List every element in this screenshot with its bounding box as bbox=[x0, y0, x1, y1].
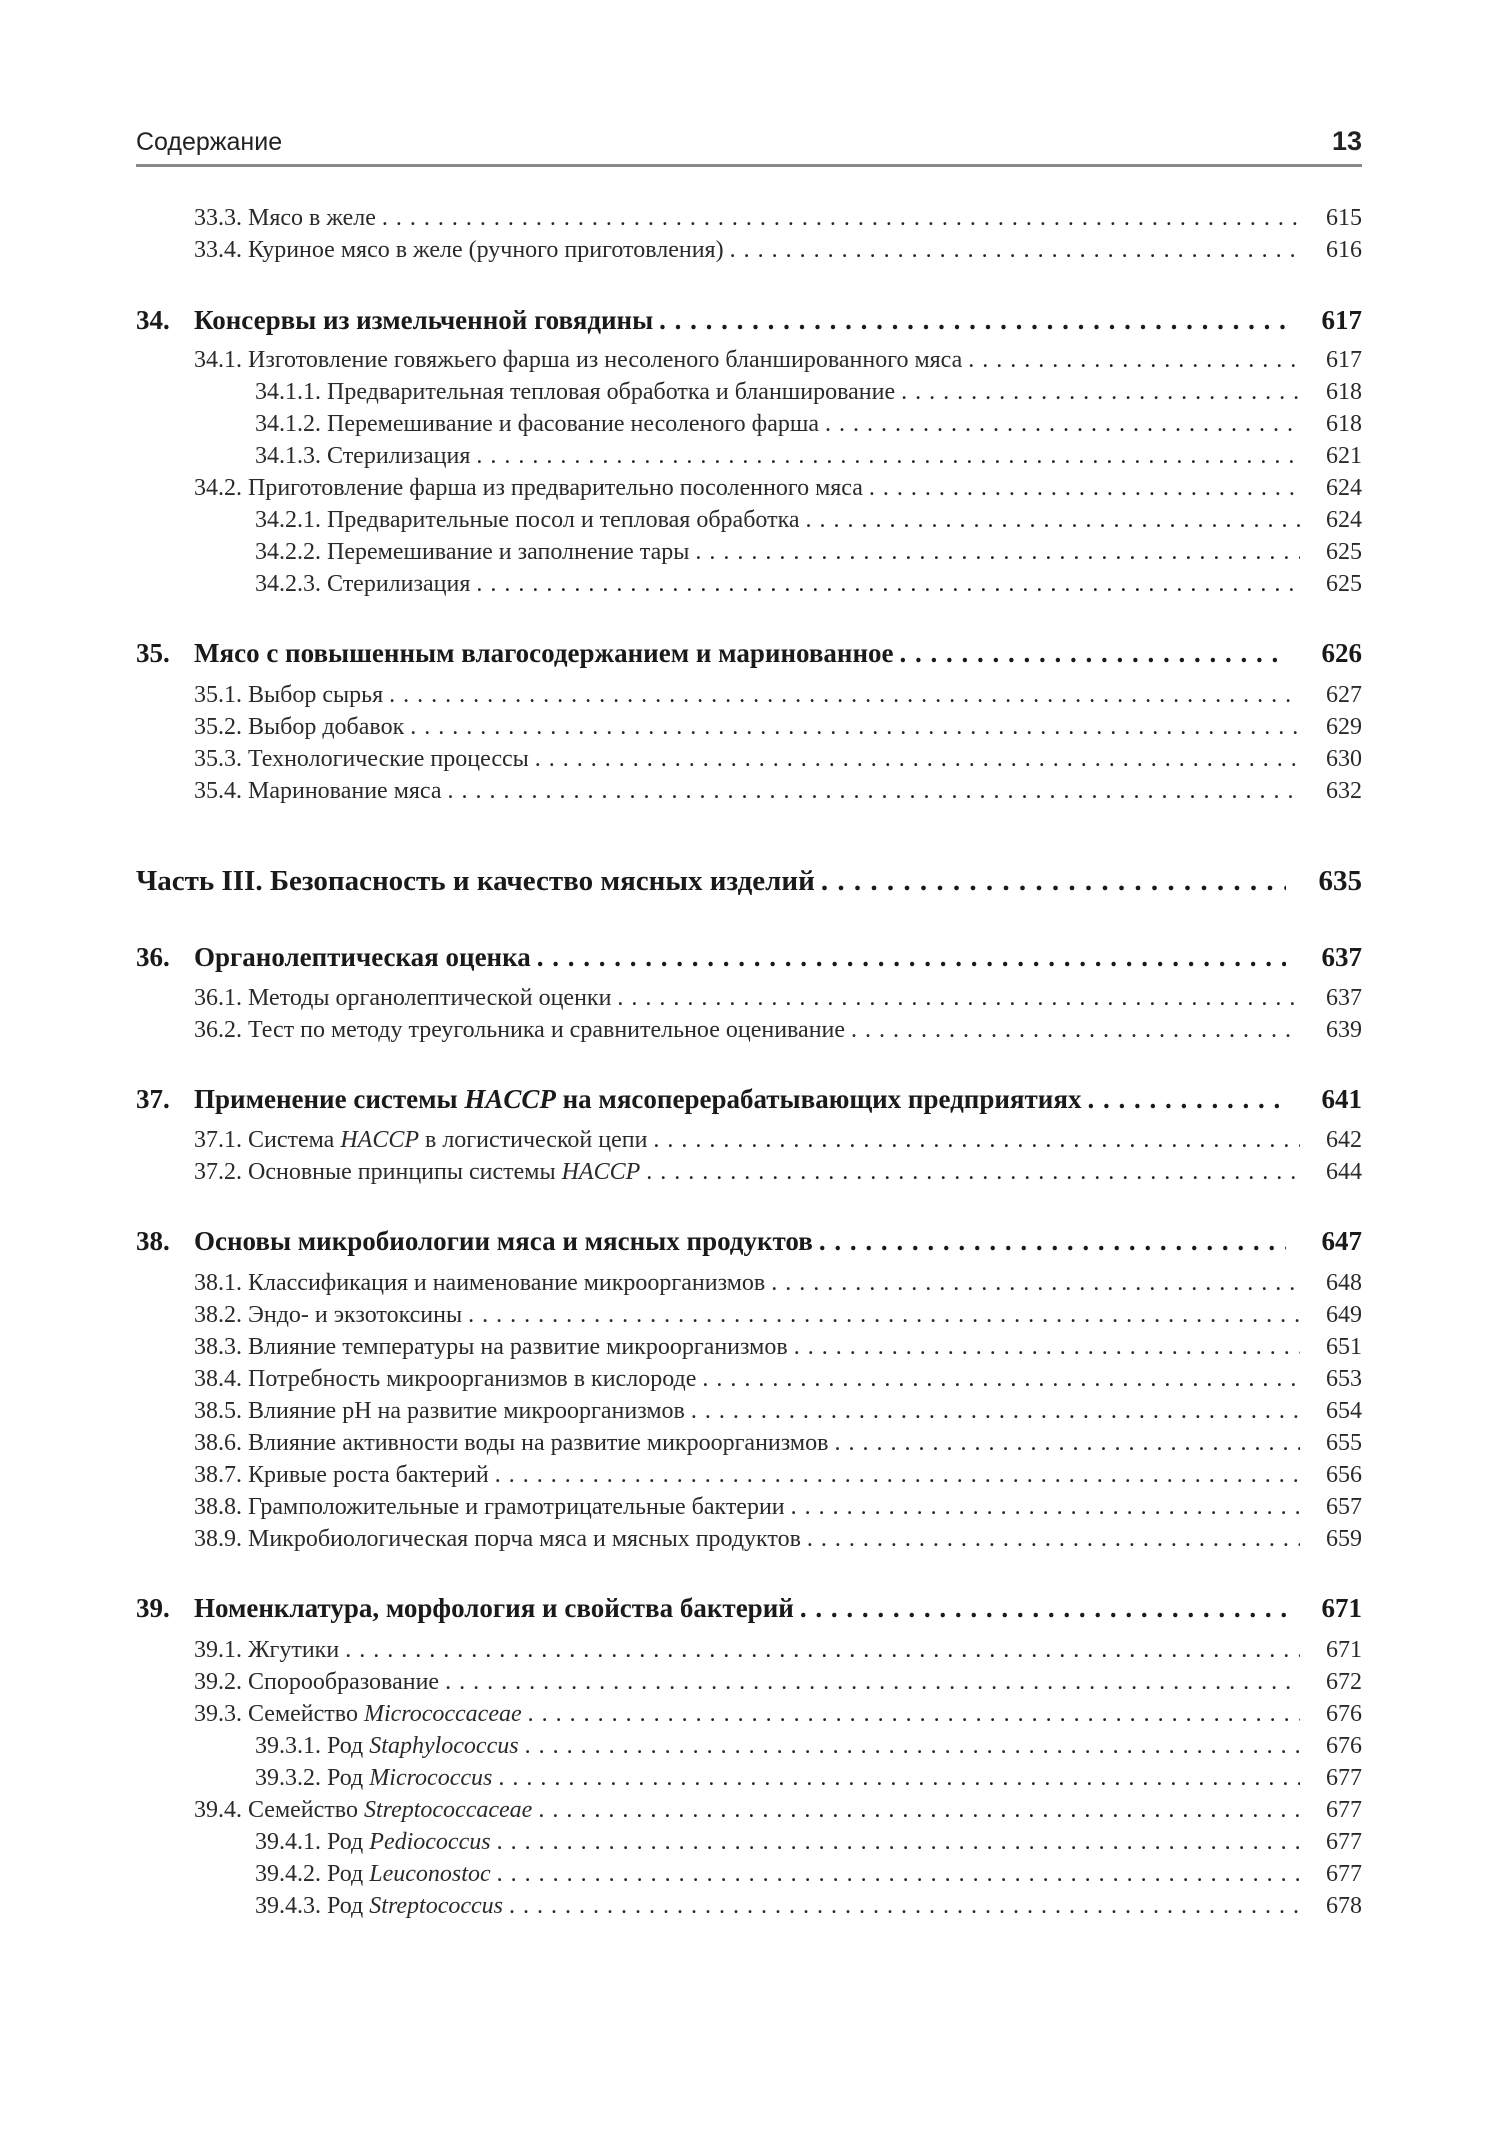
dot-leader bbox=[695, 539, 1300, 566]
toc-entry-number: 35.2. bbox=[194, 714, 242, 740]
toc-entry-sec[interactable] bbox=[136, 1701, 1362, 1728]
toc-entry-number: 38.8. bbox=[194, 1494, 242, 1520]
toc-entry-sub[interactable] bbox=[136, 539, 1362, 566]
toc-entry-number: 34.2.3. bbox=[255, 571, 321, 597]
toc-entry-sec[interactable] bbox=[136, 1159, 1362, 1186]
toc-entry-sec[interactable] bbox=[136, 1797, 1362, 1824]
dot-leader bbox=[900, 638, 1286, 669]
dot-leader bbox=[968, 347, 1300, 374]
header-rule bbox=[136, 164, 1362, 167]
toc-entry-ch[interactable] bbox=[136, 1593, 1362, 1624]
toc-entry-sec[interactable] bbox=[136, 746, 1362, 773]
toc-entry-page: 621 bbox=[1326, 443, 1362, 469]
toc-entry-page: 625 bbox=[1326, 539, 1362, 565]
dot-leader bbox=[821, 865, 1286, 898]
toc-entry-number: 37. bbox=[136, 1084, 170, 1114]
toc-entry-title: 39.3. Семейство Micrococcaceae bbox=[194, 1701, 522, 1727]
toc-entry-page: 639 bbox=[1326, 1017, 1362, 1043]
toc-entry-number: 38.1. bbox=[194, 1270, 242, 1296]
toc-entry-title: 36. Органолептическая оценка bbox=[136, 942, 531, 972]
toc-entry-sec[interactable] bbox=[136, 1302, 1362, 1329]
toc-entry-ch[interactable] bbox=[136, 638, 1362, 669]
toc-entry-sec[interactable] bbox=[136, 1017, 1362, 1044]
toc-entry-title: 35.3. Технологические процессы bbox=[194, 746, 529, 772]
toc-entry-page: 617 bbox=[1321, 305, 1362, 335]
dot-leader bbox=[771, 1270, 1300, 1297]
toc-entry-title: 38.2. Эндо- и экзотоксины bbox=[194, 1302, 463, 1328]
toc-entry-page: 615 bbox=[1326, 205, 1362, 231]
toc-entry-page: 624 bbox=[1326, 475, 1362, 501]
running-header bbox=[136, 124, 1362, 164]
dot-leader bbox=[659, 305, 1286, 336]
toc-entry-page: 644 bbox=[1326, 1159, 1362, 1185]
toc-entry-page: 642 bbox=[1326, 1127, 1362, 1153]
toc-entry-title: 37.1. Система HACCP в логистической цепи bbox=[194, 1127, 648, 1153]
toc-entry-title: 36.1. Методы органолептической оценки bbox=[194, 985, 612, 1011]
toc-entry-sec[interactable] bbox=[136, 682, 1362, 709]
toc-entry-page: 676 bbox=[1326, 1733, 1362, 1759]
toc-entry-sec[interactable] bbox=[136, 1462, 1362, 1489]
toc-entry-number: 39.3. bbox=[194, 1701, 242, 1727]
toc-entry-sec[interactable] bbox=[136, 1430, 1362, 1457]
toc-entry-number: 38.2. bbox=[194, 1302, 242, 1328]
toc-entry-title: 38.1. Классификация и наименование микроорганизмов bbox=[194, 1270, 766, 1296]
toc-entry-sec[interactable] bbox=[136, 347, 1362, 374]
toc-entry-page: 629 bbox=[1326, 714, 1362, 740]
toc-entry-number: Часть III. bbox=[136, 865, 263, 897]
dot-leader bbox=[498, 1765, 1300, 1792]
toc-entry-number: 34.1.3. bbox=[255, 443, 321, 469]
toc-entry-page: 677 bbox=[1326, 1829, 1362, 1855]
toc-entry-number: 34.2. bbox=[194, 475, 242, 501]
toc-entry-number: 38.3. bbox=[194, 1334, 242, 1360]
dot-leader bbox=[807, 1526, 1300, 1553]
toc-entry-title: 39.4.3. Род Streptococcus bbox=[255, 1893, 504, 1919]
dot-leader bbox=[476, 571, 1300, 598]
dot-leader bbox=[537, 942, 1286, 973]
toc-entry-page: 656 bbox=[1326, 1462, 1362, 1488]
toc-entry-sec[interactable] bbox=[136, 1494, 1362, 1521]
toc-entry-number: 34.2.1. bbox=[255, 507, 321, 533]
toc-entry-page: 677 bbox=[1326, 1861, 1362, 1887]
toc-entry-title: 34.2.3. Стерилизация bbox=[255, 571, 471, 597]
toc-entry-title: 38.9. Микробиологическая порча мяса и мясных продуктов bbox=[194, 1526, 801, 1552]
dot-leader bbox=[800, 1593, 1286, 1624]
toc-entry-sec[interactable] bbox=[136, 985, 1362, 1012]
toc-entry-sub[interactable] bbox=[136, 1829, 1362, 1856]
toc-entry-title: 34.2. Приготовление фарша из предварительно посоленного мяса bbox=[194, 475, 863, 501]
toc-entry-sub[interactable] bbox=[136, 571, 1362, 598]
toc-entry-title: 35. Мясо с повышенным влагосодержанием и маринованное bbox=[136, 638, 894, 668]
dot-leader bbox=[382, 205, 1300, 232]
toc-entry-number: 37.1. bbox=[194, 1127, 242, 1153]
toc-entry-sec[interactable] bbox=[136, 1270, 1362, 1297]
dot-leader bbox=[528, 1701, 1300, 1728]
dot-leader bbox=[806, 507, 1300, 534]
toc-entry-ch[interactable] bbox=[136, 1226, 1362, 1257]
toc-entry-number: 38. bbox=[136, 1226, 170, 1256]
toc-entry-sec[interactable] bbox=[136, 205, 1362, 232]
toc-entry-sec[interactable] bbox=[136, 475, 1362, 502]
toc-entry-number: 34.2.2. bbox=[255, 539, 321, 565]
toc-entry-title: 38.6. Влияние активности воды на развитие микроорганизмов bbox=[194, 1430, 829, 1456]
toc-entry-page: 671 bbox=[1326, 1637, 1362, 1663]
toc-entry-title: 39.3.2. Род Micrococcus bbox=[255, 1765, 493, 1791]
dot-leader bbox=[495, 1462, 1300, 1489]
toc-entry-number: 39.4.2. bbox=[255, 1861, 321, 1887]
dot-leader bbox=[646, 1159, 1300, 1186]
dot-leader bbox=[525, 1733, 1300, 1760]
toc-entry-sec[interactable] bbox=[136, 1127, 1362, 1154]
toc-entry-sub[interactable] bbox=[136, 1765, 1362, 1792]
dot-leader bbox=[851, 1017, 1300, 1044]
toc-entry-title: 33.4. Куриное мясо в желе (ручного приготовления) bbox=[194, 237, 724, 263]
toc-entry-title: 34.2.2. Перемешивание и заполнение тары bbox=[255, 539, 690, 565]
toc-entry-page: 635 bbox=[1318, 865, 1362, 897]
dot-leader bbox=[448, 778, 1300, 805]
toc-entry-number: 34. bbox=[136, 305, 170, 335]
toc-entry-number: 39.3.2. bbox=[255, 1765, 321, 1791]
dot-leader bbox=[702, 1366, 1300, 1393]
toc-entry-title: 37. Применение системы HACCP на мясоперерабатывающих предприятиях bbox=[136, 1084, 1082, 1114]
toc-entry-number: 39. bbox=[136, 1593, 170, 1623]
toc-entry-page: 671 bbox=[1321, 1593, 1362, 1623]
dot-leader bbox=[509, 1893, 1300, 1920]
toc-entry-title: 39.4. Семейство Streptococcaceae bbox=[194, 1797, 533, 1823]
toc-entry-sec[interactable] bbox=[136, 778, 1362, 805]
toc-entry-number: 38.4. bbox=[194, 1366, 242, 1392]
toc-entry-title: 38.3. Влияние температуры на развитие микроорганизмов bbox=[194, 1334, 788, 1360]
toc-entry-page: 659 bbox=[1326, 1526, 1362, 1552]
toc-entry-title: 35.4. Маринование мяса bbox=[194, 778, 442, 804]
toc-entry-number: 33.4. bbox=[194, 237, 242, 263]
toc-entry-sec[interactable] bbox=[136, 1669, 1362, 1696]
toc-entry-number: 39.1. bbox=[194, 1637, 242, 1663]
toc-entry-sub[interactable] bbox=[136, 379, 1362, 406]
toc-entry-title: 37.2. Основные принципы системы HACCP bbox=[194, 1159, 641, 1185]
toc-entry-page: 648 bbox=[1326, 1270, 1362, 1296]
dot-leader bbox=[791, 1494, 1300, 1521]
toc-entry-number: 34.1.2. bbox=[255, 411, 321, 437]
toc-entry-page: 625 bbox=[1326, 571, 1362, 597]
toc-entry-sec[interactable] bbox=[136, 1398, 1362, 1425]
toc-entry-page: 641 bbox=[1321, 1084, 1362, 1114]
toc-entry-page: 649 bbox=[1326, 1302, 1362, 1328]
toc-entry-title: 38.5. Влияние pH на развитие микроорганизмов bbox=[194, 1398, 685, 1424]
toc-entry-sec[interactable] bbox=[136, 1637, 1362, 1664]
toc-entry-ch[interactable] bbox=[136, 942, 1362, 973]
toc-entry-number: 35.4. bbox=[194, 778, 242, 804]
toc-entry-sub[interactable] bbox=[136, 507, 1362, 534]
dot-leader bbox=[497, 1861, 1300, 1888]
toc-entry-title: 39.4.2. Род Leuconostoc bbox=[255, 1861, 491, 1887]
toc-entry-sec[interactable] bbox=[136, 1526, 1362, 1553]
toc-entry-page: 616 bbox=[1326, 237, 1362, 263]
toc-entry-page: 654 bbox=[1326, 1398, 1362, 1424]
toc-entry-title: 34.1. Изготовление говяжьего фарша из несоленого бланшированного мяса bbox=[194, 347, 963, 373]
dot-leader bbox=[825, 411, 1300, 438]
toc-entry-page: 672 bbox=[1326, 1669, 1362, 1695]
toc-entry-page: 624 bbox=[1326, 507, 1362, 533]
toc-entry-page: 626 bbox=[1321, 638, 1362, 668]
dot-leader bbox=[730, 237, 1300, 264]
toc-entry-number: 38.7. bbox=[194, 1462, 242, 1488]
toc-entry-number: 36.2. bbox=[194, 1017, 242, 1043]
toc-entry-title: 39.3.1. Род Staphylococcus bbox=[255, 1733, 519, 1759]
toc-entry-page: 651 bbox=[1326, 1334, 1362, 1360]
toc-entry-number: 39.4.3. bbox=[255, 1893, 321, 1919]
toc-entry-title: 38.8. Грамположительные и грамотрицательные бактерии bbox=[194, 1494, 785, 1520]
toc-entry-sub[interactable] bbox=[136, 1861, 1362, 1888]
toc-entry-title: 38.4. Потребность микроорганизмов в кислороде bbox=[194, 1366, 697, 1392]
dot-leader bbox=[869, 475, 1300, 502]
dot-leader bbox=[834, 1430, 1300, 1457]
toc-entry-title: 34. Консервы из измельченной говядины bbox=[136, 305, 654, 335]
toc-entry-page: 677 bbox=[1326, 1765, 1362, 1791]
toc-entry-page: 676 bbox=[1326, 1701, 1362, 1727]
toc-entry-number: 36. bbox=[136, 942, 170, 972]
dot-leader bbox=[497, 1829, 1300, 1856]
toc-entry-page: 630 bbox=[1326, 746, 1362, 772]
toc-entry-number: 39.3.1. bbox=[255, 1733, 321, 1759]
toc-entry-title: 34.1.3. Стерилизация bbox=[255, 443, 471, 469]
dot-leader bbox=[410, 714, 1300, 741]
dot-leader bbox=[819, 1226, 1286, 1257]
toc-entry-page: 677 bbox=[1326, 1797, 1362, 1823]
toc-entry-title: 34.2.1. Предварительные посол и тепловая обработка bbox=[255, 507, 800, 533]
dot-leader bbox=[653, 1127, 1300, 1154]
toc-entry-ch[interactable] bbox=[136, 305, 1362, 336]
toc-entry-sec[interactable] bbox=[136, 1334, 1362, 1361]
toc-entry-page: 618 bbox=[1326, 411, 1362, 437]
toc-entry-page: 637 bbox=[1321, 942, 1362, 972]
toc-entry-title: 35.1. Выбор сырья bbox=[194, 682, 384, 708]
toc-entry-page: 632 bbox=[1326, 778, 1362, 804]
toc-entry-title: 33.3. Мясо в желе bbox=[194, 205, 376, 231]
dot-leader bbox=[445, 1669, 1300, 1696]
toc-entry-page: 657 bbox=[1326, 1494, 1362, 1520]
toc-entry-title: 35.2. Выбор добавок bbox=[194, 714, 405, 740]
dot-leader bbox=[691, 1398, 1300, 1425]
toc-entry-title: 34.1.1. Предварительная тепловая обработка и бланширование bbox=[255, 379, 896, 405]
toc-entry-page: 618 bbox=[1326, 379, 1362, 405]
toc-entry-number: 39.4.1. bbox=[255, 1829, 321, 1855]
toc-entry-number: 34.1.1. bbox=[255, 379, 321, 405]
toc-entry-page: 617 bbox=[1326, 347, 1362, 373]
toc-entry-page: 637 bbox=[1326, 985, 1362, 1011]
dot-leader bbox=[476, 443, 1300, 470]
toc-entry-sub[interactable] bbox=[136, 1893, 1362, 1920]
toc-entry-title: 39.1. Жгутики bbox=[194, 1637, 340, 1663]
toc-entry-sub[interactable] bbox=[136, 443, 1362, 470]
toc-entry-sub[interactable] bbox=[136, 411, 1362, 438]
toc-entry-number: 38.5. bbox=[194, 1398, 242, 1424]
toc-entry-number: 38.9. bbox=[194, 1526, 242, 1552]
toc-entry-ch[interactable] bbox=[136, 1084, 1362, 1115]
toc-entry-number: 33.3. bbox=[194, 205, 242, 231]
toc-entry-number: 34.1. bbox=[194, 347, 242, 373]
dot-leader bbox=[345, 1637, 1300, 1664]
header-title: Содержание bbox=[136, 128, 283, 156]
toc-entry-title: 38.7. Кривые роста бактерий bbox=[194, 1462, 489, 1488]
dot-leader bbox=[1087, 1084, 1286, 1115]
toc-entry-page: 678 bbox=[1326, 1893, 1362, 1919]
dot-leader bbox=[794, 1334, 1300, 1361]
toc-entry-number: 35.3. bbox=[194, 746, 242, 772]
dot-leader bbox=[538, 1797, 1300, 1824]
toc-entry-number: 39.4. bbox=[194, 1797, 242, 1823]
toc-entry-sec[interactable] bbox=[136, 237, 1362, 264]
toc-entry-title: 34.1.2. Перемешивание и фасование несоленого фарша bbox=[255, 411, 819, 437]
toc-entry-number: 39.2. bbox=[194, 1669, 242, 1695]
toc-entry-title: 39. Номенклатура, морфология и свойства бактерий bbox=[136, 1593, 794, 1623]
toc-entry-sec[interactable] bbox=[136, 714, 1362, 741]
toc-entry-page: 655 bbox=[1326, 1430, 1362, 1456]
toc-entry-sec[interactable] bbox=[136, 1366, 1362, 1393]
toc-entry-number: 37.2. bbox=[194, 1159, 242, 1185]
toc-entry-number: 36.1. bbox=[194, 985, 242, 1011]
toc-entry-title: 39.2. Спорообразование bbox=[194, 1669, 440, 1695]
toc-entry-number: 38.6. bbox=[194, 1430, 242, 1456]
toc-entry-title: 38. Основы микробиологии мяса и мясных продуктов bbox=[136, 1226, 813, 1256]
toc-entry-title: 39.4.1. Род Pediococcus bbox=[255, 1829, 491, 1855]
dot-leader bbox=[901, 379, 1300, 406]
toc-entry-page: 653 bbox=[1326, 1366, 1362, 1392]
toc-entry-sub[interactable] bbox=[136, 1733, 1362, 1760]
dot-leader bbox=[535, 746, 1300, 773]
toc-entry-page: 647 bbox=[1321, 1226, 1362, 1256]
toc-entry-title: 36.2. Тест по методу треугольника и сравнительное оценивание bbox=[194, 1017, 846, 1043]
dot-leader bbox=[389, 682, 1300, 709]
toc-entry-page: 627 bbox=[1326, 682, 1362, 708]
dot-leader bbox=[617, 985, 1300, 1012]
toc-entry-part[interactable] bbox=[136, 865, 1362, 898]
page-number: 13 bbox=[1331, 126, 1362, 156]
toc-entry-number: 35. bbox=[136, 638, 170, 668]
toc-entry-number: 35.1. bbox=[194, 682, 242, 708]
dot-leader bbox=[468, 1302, 1300, 1329]
toc-entry-title: Часть III. Безопасность и качество мясных изделий bbox=[136, 865, 815, 897]
